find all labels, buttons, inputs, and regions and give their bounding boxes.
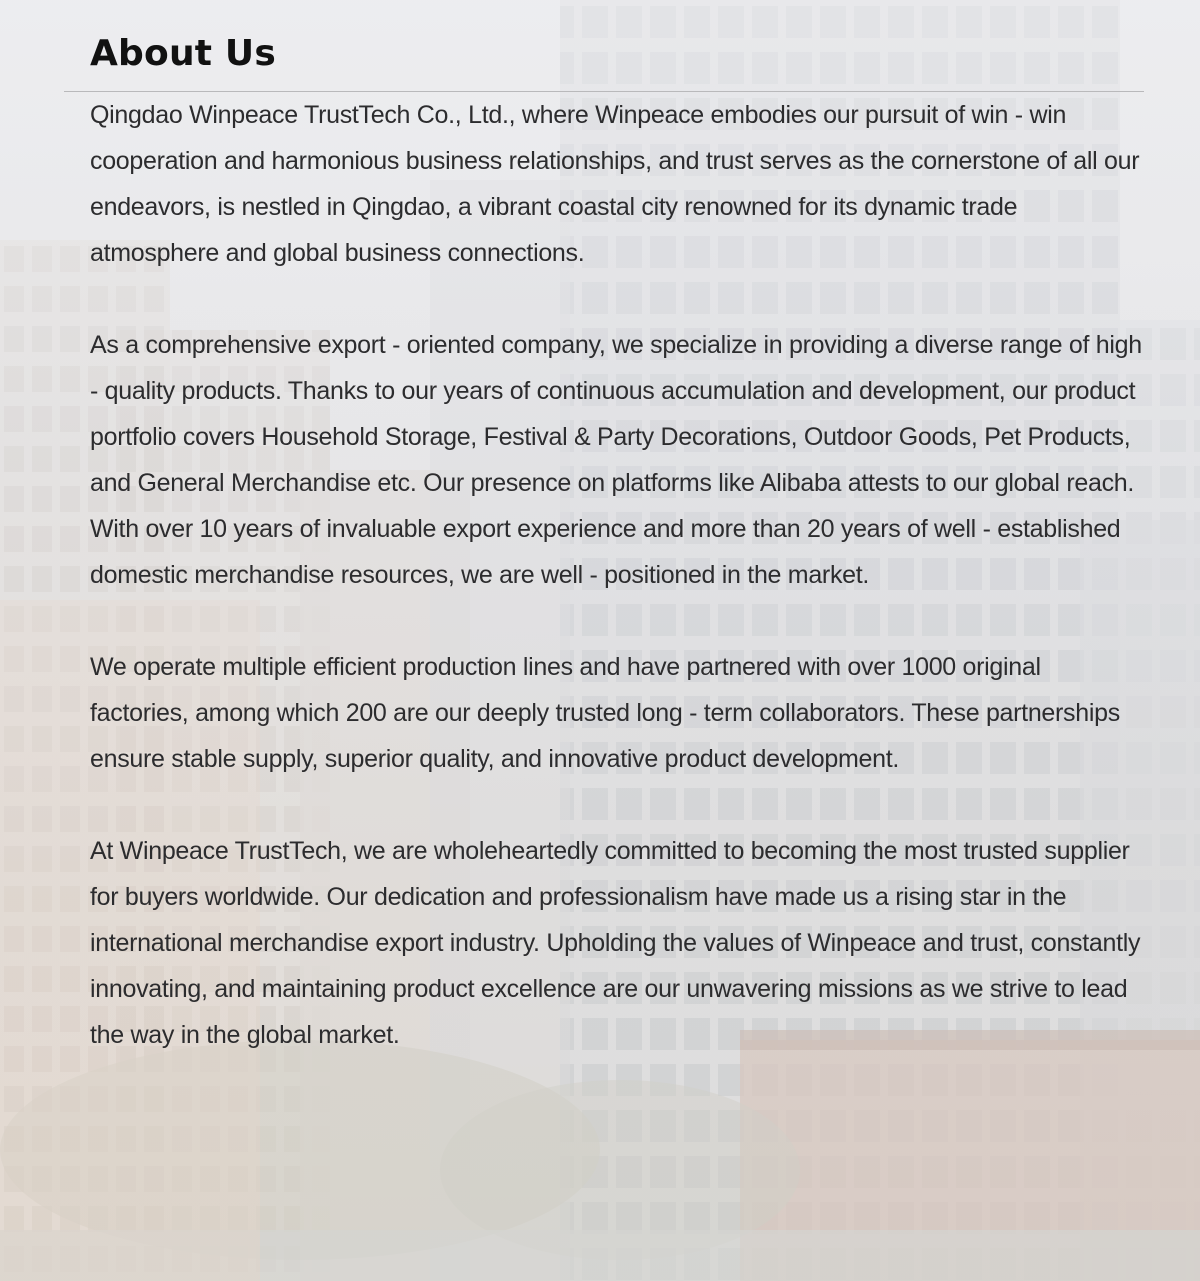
- about-body: [90, 92, 1142, 1104]
- paragraph-mission: At Winpeace TrustTech, we are wholeheartedly committed to becoming the most trusted supplier for buyers worldwide. Our dedication and professionalism have made us a rising star in the international merchandise export industry. Upholding the values of Winpeace and trust, constantly innovating, and maintaining product excellence are our unwavering missions as we strive to lead the way in the global market.: [90, 837, 1141, 1049]
- paragraph-production: We operate multiple efficient production lines and have partnered with over 1000 original factories, among which 200 are our deeply trusted long - term collaborators. These partnerships ensure stable supply, superior quality, and innovative product development.: [90, 653, 1120, 773]
- paragraph-products: As a comprehensive export - oriented company, we specialize in providing a diverse range of high - quality products. Thanks to our years of continuous accumulation and development, our product portfolio covers Household Storage, Festival & Party Decorations, Outdoor Goods, Pet Products, and General Merchandise etc. Our presence on platforms like Alibaba attests to our global reach. With over 10 years of invaluable export experience and more than 20 years of well - established domestic merchandise resources, we are well - positioned in the market.: [90, 331, 1142, 589]
- page-title: About Us: [90, 33, 276, 74]
- paragraph-intro: Qingdao Winpeace TrustTech Co., Ltd., where Winpeace embodies our pursuit of win - win cooperation and harmonious business relationships, and trust serves as the cornerstone of all our endeavors, is nestled in Qingdao, a vibrant coastal city renowned for its dynamic trade atmosphere and global business connections.: [90, 101, 1140, 267]
